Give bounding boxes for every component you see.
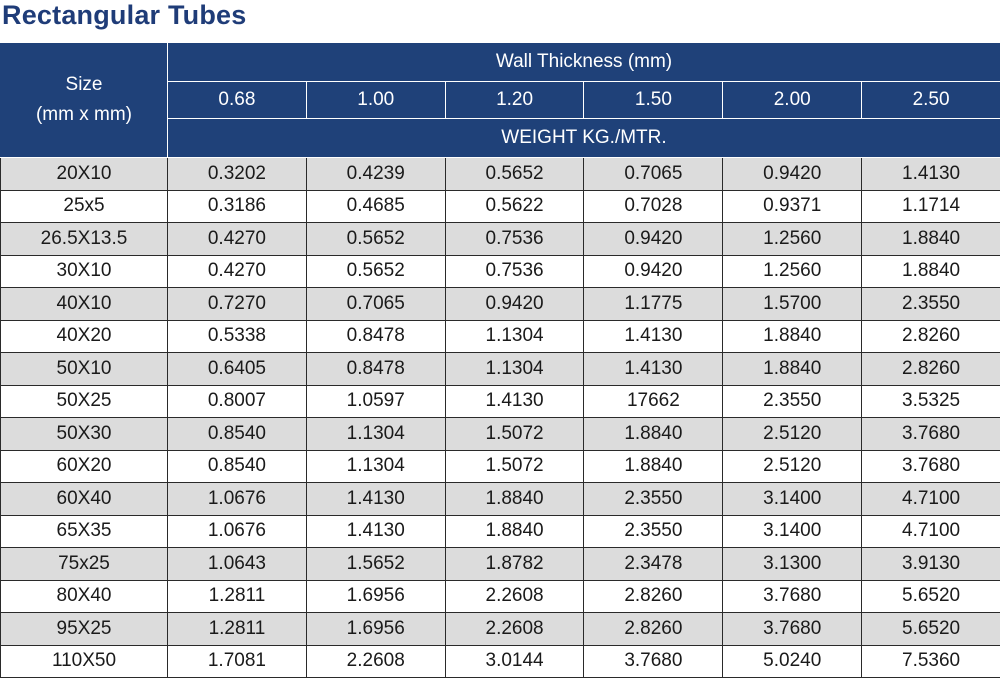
size-cell: 60X40	[1, 483, 168, 516]
table-row	[1, 515, 1000, 548]
weight-cell: 1.4130	[445, 385, 584, 418]
table-row	[1, 613, 1000, 646]
size-cell: 30X10	[1, 255, 168, 288]
weight-cell: 3.1400	[723, 483, 862, 516]
weight-cell: 0.8540	[168, 450, 307, 483]
weight-cell: 0.9420	[445, 288, 584, 321]
weight-cell: 0.7536	[445, 255, 584, 288]
weight-cell: 3.5325	[862, 385, 1000, 418]
weight-cell: 5.6520	[862, 580, 1000, 613]
weight-cell: 5.6520	[862, 613, 1000, 646]
size-cell: 50X30	[1, 418, 168, 451]
weight-cell: 1.6956	[306, 580, 445, 613]
weight-cell: 2.3550	[584, 483, 723, 516]
weight-cell: 0.8007	[168, 385, 307, 418]
weight-cell: 1.6956	[306, 613, 445, 646]
weight-cell: 1.1714	[862, 190, 1000, 223]
weight-cell: 1.8840	[723, 320, 862, 353]
table-body	[1, 158, 1000, 678]
table-header	[1, 43, 1000, 158]
thickness-header-2: 1.20	[445, 82, 584, 119]
table-row	[1, 450, 1000, 483]
weight-cell: 1.5072	[445, 450, 584, 483]
table-row	[1, 288, 1000, 321]
weight-cell: 1.8782	[445, 548, 584, 581]
weight-cell: 1.5652	[306, 548, 445, 581]
thickness-header-3: 1.50	[584, 82, 723, 119]
weight-cell: 0.4270	[168, 255, 307, 288]
weight-unit-header: WEIGHT KG./MTR.	[168, 119, 1000, 158]
weight-cell: 1.1304	[306, 450, 445, 483]
weight-cell: 3.1300	[723, 548, 862, 581]
size-column-header	[1, 43, 168, 158]
weight-cell: 2.3550	[862, 288, 1000, 321]
weight-cell: 0.9371	[723, 190, 862, 223]
weight-cell: 3.7680	[862, 450, 1000, 483]
weight-cell: 1.4130	[306, 483, 445, 516]
weight-cell: 7.5360	[862, 645, 1000, 678]
weight-cell: 1.8840	[445, 483, 584, 516]
weight-cell: 1.4130	[584, 320, 723, 353]
table-row	[1, 548, 1000, 581]
weight-cell: 0.4685	[306, 190, 445, 223]
weight-cell: 5.0240	[723, 645, 862, 678]
table-row	[1, 580, 1000, 613]
weight-cell: 0.5652	[445, 158, 584, 191]
weight-cell: 2.8260	[584, 613, 723, 646]
weight-cell: 3.7680	[862, 418, 1000, 451]
weight-cell: 17662	[584, 385, 723, 418]
weight-cell: 1.4130	[862, 158, 1000, 191]
size-cell: 40X20	[1, 320, 168, 353]
weight-cell: 1.5700	[723, 288, 862, 321]
size-cell: 60X20	[1, 450, 168, 483]
weight-cell: 0.8540	[168, 418, 307, 451]
weight-cell: 2.3478	[584, 548, 723, 581]
weight-cell: 2.5120	[723, 418, 862, 451]
wall-thickness-header: Wall Thickness (mm)	[168, 43, 1000, 82]
weight-cell: 0.9420	[584, 255, 723, 288]
size-cell: 50X10	[1, 353, 168, 386]
weight-cell: 0.9420	[584, 223, 723, 256]
thickness-header-0: 0.68	[168, 82, 307, 119]
weight-cell: 3.1400	[723, 515, 862, 548]
weight-cell: 0.5652	[306, 255, 445, 288]
weight-cell: 1.8840	[862, 223, 1000, 256]
weight-cell: 0.4270	[168, 223, 307, 256]
weight-cell: 0.7536	[445, 223, 584, 256]
table-row	[1, 385, 1000, 418]
weight-cell: 2.8260	[862, 320, 1000, 353]
weight-cell: 3.7680	[723, 613, 862, 646]
weight-cell: 1.1304	[306, 418, 445, 451]
size-cell: 20X10	[1, 158, 168, 191]
weight-cell: 0.7270	[168, 288, 307, 321]
weight-cell: 0.7065	[306, 288, 445, 321]
rectangular-tubes-table	[0, 42, 1000, 678]
weight-cell: 1.1304	[445, 353, 584, 386]
size-cell: 25x5	[1, 190, 168, 223]
weight-cell: 1.7081	[168, 645, 307, 678]
table-row	[1, 255, 1000, 288]
weight-cell: 0.8478	[306, 353, 445, 386]
table-row	[1, 418, 1000, 451]
size-cell: 40X10	[1, 288, 168, 321]
weight-cell: 2.8260	[862, 353, 1000, 386]
weight-cell: 1.4130	[584, 353, 723, 386]
weight-cell: 1.5072	[445, 418, 584, 451]
thickness-header-1: 1.00	[306, 82, 445, 119]
page-title: Rectangular Tubes	[2, 0, 247, 30]
weight-cell: 0.3202	[168, 158, 307, 191]
weight-cell: 1.8840	[584, 450, 723, 483]
table-row	[1, 483, 1000, 516]
weight-cell: 1.8840	[862, 255, 1000, 288]
weight-cell: 0.7065	[584, 158, 723, 191]
weight-cell: 1.0676	[168, 515, 307, 548]
size-cell: 95X25	[1, 613, 168, 646]
weight-cell: 1.2811	[168, 580, 307, 613]
weight-cell: 2.2608	[445, 580, 584, 613]
weight-cell: 3.7680	[723, 580, 862, 613]
table-row	[1, 645, 1000, 678]
weight-cell: 1.0643	[168, 548, 307, 581]
weight-cell: 0.5622	[445, 190, 584, 223]
weight-cell: 2.8260	[584, 580, 723, 613]
weight-cell: 1.8840	[584, 418, 723, 451]
weight-cell: 1.1304	[445, 320, 584, 353]
weight-cell: 2.2608	[306, 645, 445, 678]
size-header-label: Size	[65, 74, 103, 95]
weight-cell: 0.8478	[306, 320, 445, 353]
weight-cell: 3.7680	[584, 645, 723, 678]
weight-cell: 2.3550	[723, 385, 862, 418]
size-cell: 75x25	[1, 548, 168, 581]
size-cell: 65X35	[1, 515, 168, 548]
size-header-unit: (mm x mm)	[35, 104, 133, 125]
weight-cell: 1.2560	[723, 223, 862, 256]
weight-cell: 0.3186	[168, 190, 307, 223]
weight-cell: 0.6405	[168, 353, 307, 386]
weight-cell: 2.2608	[445, 613, 584, 646]
weight-cell: 1.1775	[584, 288, 723, 321]
weight-cell: 1.8840	[445, 515, 584, 548]
table-row	[1, 223, 1000, 256]
weight-cell: 1.2811	[168, 613, 307, 646]
weight-cell: 0.5652	[306, 223, 445, 256]
weight-cell: 2.3550	[584, 515, 723, 548]
weight-cell: 1.0676	[168, 483, 307, 516]
weight-cell: 2.5120	[723, 450, 862, 483]
weight-cell: 3.0144	[445, 645, 584, 678]
weight-cell: 1.4130	[306, 515, 445, 548]
weight-cell: 1.2560	[723, 255, 862, 288]
table-row	[1, 158, 1000, 191]
table-row	[1, 353, 1000, 386]
table-row	[1, 320, 1000, 353]
size-cell: 50X25	[1, 385, 168, 418]
weight-cell: 0.9420	[723, 158, 862, 191]
weight-cell: 1.0597	[306, 385, 445, 418]
thickness-header-4: 2.00	[723, 82, 862, 119]
weight-cell: 3.9130	[862, 548, 1000, 581]
size-cell: 110X50	[1, 645, 168, 678]
weight-cell: 1.8840	[723, 353, 862, 386]
weight-cell: 0.7028	[584, 190, 723, 223]
size-cell: 26.5X13.5	[1, 223, 168, 256]
weight-cell: 4.7100	[862, 515, 1000, 548]
weight-cell: 4.7100	[862, 483, 1000, 516]
table-row	[1, 190, 1000, 223]
weight-cell: 0.5338	[168, 320, 307, 353]
thickness-header-5: 2.50	[862, 82, 1000, 119]
weight-cell: 0.4239	[306, 158, 445, 191]
size-cell: 80X40	[1, 580, 168, 613]
